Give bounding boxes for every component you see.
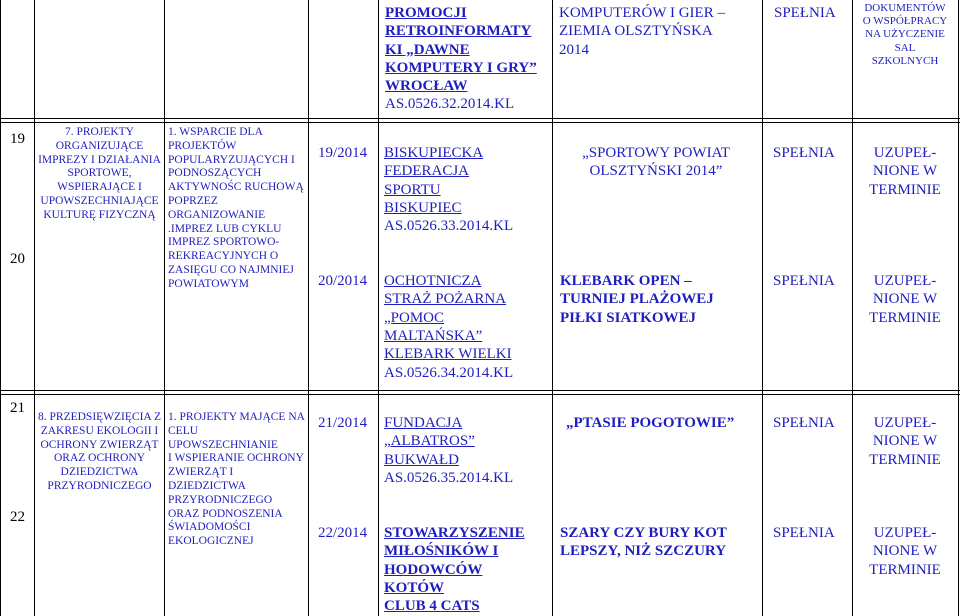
note-line: UZUPEŁ- [873, 525, 937, 541]
top-note-line: DOKUMENTÓW [864, 2, 946, 14]
project-title-line: OLSZTYŃSKI 2014” [589, 163, 723, 180]
note-cell [854, 272, 956, 327]
application-number: 21/2014 [318, 415, 368, 431]
project-title-line: „SPORTOWY POWIAT [582, 145, 730, 161]
applicant-line: HODOWCÓW [384, 561, 483, 578]
top-note-cell [854, 2, 956, 68]
project-title-line: TURNIEJ PLAŻOWEJ [560, 291, 714, 308]
application-number: 20/2014 [318, 273, 368, 289]
note-line: TERMINIE [869, 561, 941, 578]
task-line: ZWIERZĄT I [168, 466, 234, 479]
row-number: 22 [10, 509, 25, 525]
applicant-line: FEDERACJA [384, 163, 470, 180]
area-cell [36, 411, 163, 494]
task-cell [168, 411, 308, 549]
task-line: POWIATOWYM [168, 277, 249, 290]
project-title-line: „PTASIE POGOTOWIE” [566, 415, 735, 431]
area-line: ZAKRESU EKOLOGII I [40, 424, 159, 437]
top-event-line: RETROINFORMATY [385, 23, 532, 40]
row-number: 19 [10, 131, 25, 147]
top-note-line: O WSPÓŁPRACY [862, 15, 948, 28]
note-line: UZUPEŁ- [873, 273, 937, 289]
note-cell [854, 414, 956, 469]
task-line: I WSPIERANIE OCHRONY [168, 452, 304, 465]
top-event-cell [385, 4, 551, 95]
case-code: AS.0526.34.2014.KL [384, 365, 514, 381]
area-line: ORAZ OCHRONY [53, 452, 146, 465]
area-line: PRZYRODNICZEGO [47, 479, 152, 492]
applicant-line: KLEBARK WIELKI [384, 346, 512, 363]
task-line: PODNOSZĄCYCH [168, 167, 262, 180]
task-line: POPRZEZ [168, 194, 218, 207]
area-cell [36, 126, 163, 223]
applicant-line: FUNDACJA [384, 415, 463, 431]
note-cell [854, 144, 956, 199]
task-line: ORAZ PODNOSZENIA [168, 507, 283, 520]
applicant-line: SPORTU [384, 181, 441, 198]
applicant-line: MIŁOŚNIKÓW I [384, 543, 499, 560]
status: SPEŁNIA [773, 273, 835, 289]
task-line: ŚWIADOMOŚCI [168, 521, 251, 534]
application-number: 22/2014 [318, 525, 368, 541]
top-event-line: KI „DAWNE [385, 41, 470, 58]
applicant-line: BUKWAŁD [384, 451, 459, 468]
task-line: ORGANIZOWANIE [168, 208, 266, 221]
status: SPEŁNIA [773, 145, 835, 161]
note-cell [854, 524, 956, 579]
top-note-line: SZKOLNYCH [871, 54, 939, 67]
task-line: ZASIĘGU CO NAJMNIEJ [168, 263, 294, 276]
applicant-cell [384, 414, 550, 469]
task-line: EKOLOGICZNEJ [168, 535, 254, 548]
area-line: SPORTOWE, [67, 167, 132, 180]
task-line: AKTYWNOŚC RUCHOWĄ [168, 181, 304, 194]
project-title-cell [560, 272, 758, 327]
area-line: ORGANIZUJĄCE [55, 139, 144, 152]
task-line: PRZYRODNICZEGO [168, 493, 273, 506]
project-title-line: SZARY CZY BURY KOT [560, 525, 727, 541]
project-title-line: KLEBARK OPEN – [560, 273, 692, 289]
applicant-line: „ALBATROS” [384, 433, 475, 450]
task-line: 1. WSPARCIE DLA [168, 126, 263, 138]
task-line: .IMPREZ LUB CYKLU [168, 222, 282, 235]
top-event-line: PROMOCJI [385, 5, 467, 21]
note-line: NIONE W [872, 291, 938, 308]
task-line: CELU UPOWSZECHNIANIE [168, 424, 278, 451]
task-cell [168, 126, 308, 292]
applicant-line: BISKUPIEC [384, 199, 462, 216]
applicant-line: „POMOC [384, 309, 445, 326]
top-note-line: SAL [894, 41, 916, 54]
area-line: IMPREZY I DZIAŁANIA [38, 153, 161, 166]
top-note-line: NA UŻYCZENIE [865, 28, 945, 41]
row-number: 21 [10, 400, 25, 416]
top-event-code: AS.0526.32.2014.KL [385, 96, 515, 112]
top-organization-cell [559, 4, 759, 59]
top-status: SPEŁNIA [774, 5, 836, 21]
note-line: UZUPEŁ- [873, 145, 937, 161]
applicant-line: CLUB 4 CATS [384, 598, 480, 615]
applicant-line: STRAŻ POŻARNA [384, 291, 507, 308]
area-line: WSPIERAJĄCE I [57, 181, 142, 194]
project-title-cell [566, 414, 758, 432]
application-number: 19/2014 [318, 145, 368, 161]
top-event-line: WROCŁAW [385, 78, 468, 95]
area-line: UPOWSZECHNIAJĄCE [40, 194, 159, 207]
area-line: 8. PRZEDSIĘWZIĘCIA Z [38, 411, 161, 423]
case-code: AS.0526.35.2014.KL [384, 470, 514, 486]
project-title-cell [560, 524, 758, 561]
task-line: IMPREZ SPORTOWO- [168, 236, 280, 249]
area-line: KULTURĘ FIZYCZNĄ [43, 208, 156, 221]
note-line: TERMINIE [869, 181, 941, 198]
top-org-line: ZIEMIA OLSZTYŃSKA [559, 23, 713, 40]
applicant-line: KOTÓW [384, 579, 445, 596]
applicant-line: OCHOTNICZA [384, 273, 482, 289]
task-line: 1. PROJEKTY MAJĄCE NA [168, 411, 305, 423]
applicant-line: BISKUPIECKA [384, 145, 484, 161]
project-title-line: LEPSZY, NIŻ SZCZURY [560, 543, 727, 560]
applicant-cell [384, 524, 550, 615]
task-line: DZIEDZICTWA [168, 479, 246, 492]
project-title-cell [556, 144, 756, 181]
applicant-line: MALTAŃSKA” [384, 327, 483, 344]
top-org-line: 2014 [559, 41, 589, 58]
applicant-cell [384, 144, 550, 217]
applicant-cell [384, 272, 550, 363]
row-number: 20 [10, 251, 25, 267]
note-line: TERMINIE [869, 451, 941, 468]
top-event-line: KOMPUTERY I GRY” [385, 59, 537, 76]
note-line: TERMINIE [869, 309, 941, 326]
project-title-line: PIŁKI SIATKOWEJ [560, 309, 697, 326]
note-line: NIONE W [872, 433, 938, 450]
task-line: PROJEKTÓW [168, 139, 237, 152]
area-line: DZIEDZICTWA [60, 466, 139, 479]
note-line: NIONE W [872, 163, 938, 180]
applicant-line: STOWARZYSZENIE [384, 525, 525, 541]
task-line: POPULARYZUJĄCYCH I [168, 153, 295, 166]
top-org-line: KOMPUTERÓW I GIER – [559, 5, 725, 21]
area-line: 7. PROJEKTY [64, 126, 134, 138]
status: SPEŁNIA [773, 415, 835, 431]
case-code: AS.0526.33.2014.KL [384, 218, 514, 234]
task-line: REKREACYJNYCH O [168, 250, 279, 263]
note-line: UZUPEŁ- [873, 415, 937, 431]
note-line: NIONE W [872, 543, 938, 560]
status: SPEŁNIA [773, 525, 835, 541]
area-line: OCHRONY ZWIERZĄT [40, 438, 159, 451]
